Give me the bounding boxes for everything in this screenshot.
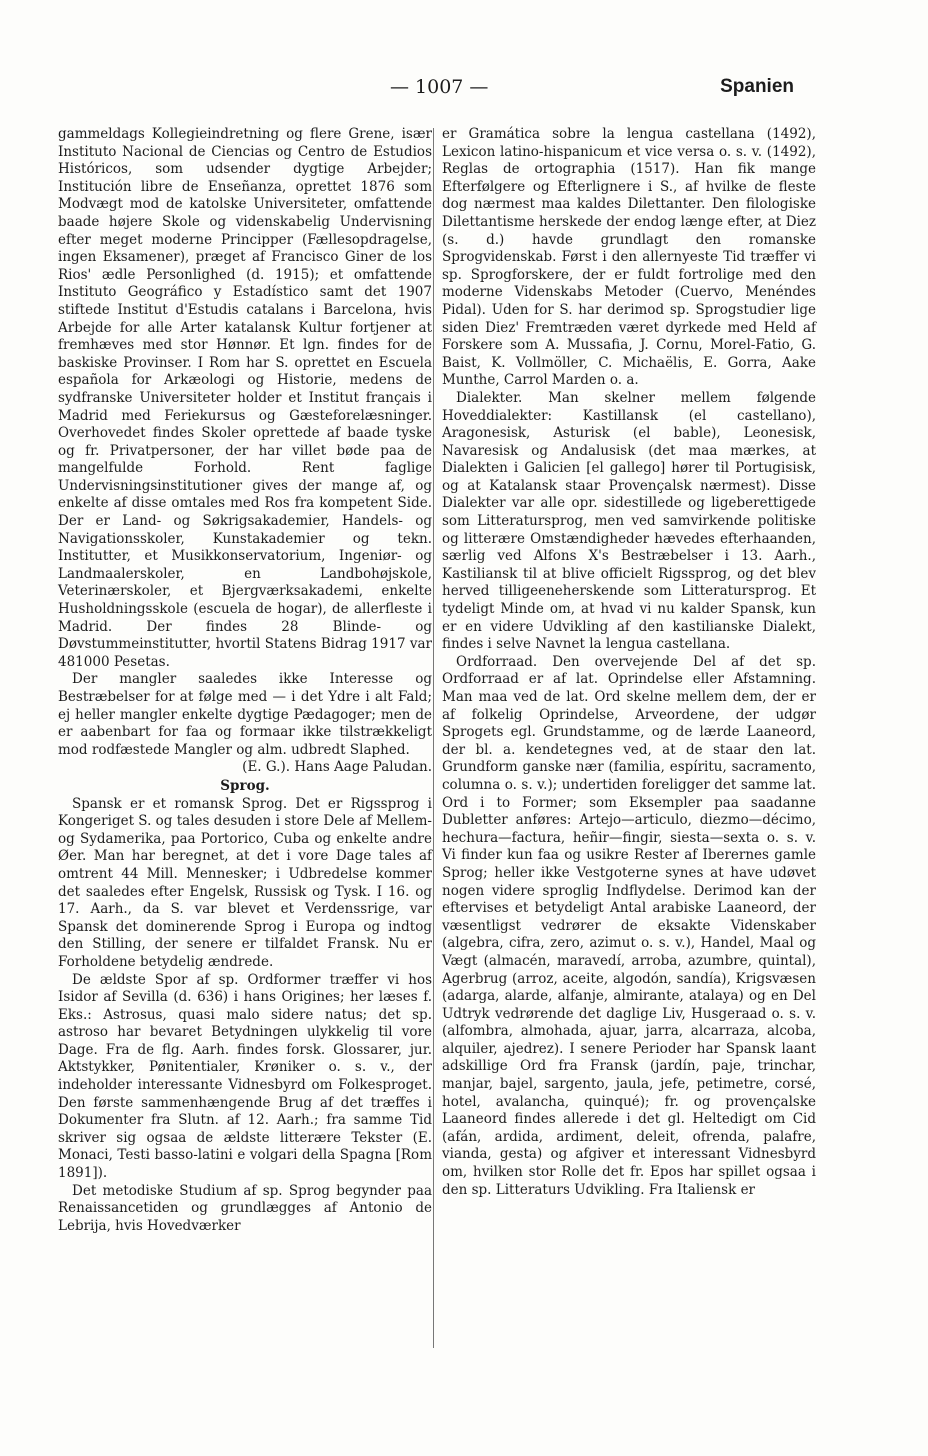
paragraph: Det metodiske Studium af sp. Sprog begynder paa Renaissancetiden og grundlægges af Antonio de Lebrija, hvis Hovedværker bbox=[58, 1182, 432, 1234]
paragraph: Ordforraad. Den overvejende Del af det sp. Ordforraad er af lat. Oprindelse eller Afstamning. Man maa ved de lat. Ord skelne mellem dem, der er af folkelig Oprindelse, Arveordene, der udgør Sprogets egl. Grundstamme, og de lærde Laaneord, der bl. a. kendetegnes ved, at de staar den lat. Grundform ganske nær (familia, espíritu, sacramento, columna o. s. v.); undertiden foreligger det samme lat. Ord i to Former; som Eksempler paa saadanne Dubletter anføres: Artejo—articulo, diezmo—décimo, hechura—factura, heñir—fingir, siesta—sexta o. s. v. Vi finder kun faa og usikre Rester af Iberernes gamle Sprog; heller ikke Vestgoterne synes at have udøvet nogen videre sproglig Indflydelse. Derimod kan der eftervises et betydeligt Antal arabiske Laaneord, der væsentligst vedrører de eksakte Videnskaber (algebra, cifra, zero, azimut o. s. v.), Handel, Maal og Vægt (almacén, maravedí, arroba, azumbre, quintal), Agerbrug (arroz, aceite, algodón, sandía), Krigsvæsen (adarga, alarde, alfanje, almirante, atalaya) og en Del Udtryk vedrørende det daglige Liv, Husgeraad o. s. v. (alfombra, almohada, ajuar, jarra, alcarraza, alcoba, alquiler, ajedrez). I senere Perioder har Spansk laant adskillige Ord fra Fransk (jardín, paje, trinchar, manjar, bajel, sargento, jaula, jefe, petimetre, corsé, hotel, avalancha, quinqué); fr. og provençalske Laaneord findes allerede i det gl. Heltedigt om Cid (afán, ardida, ardiment, deleit, ofrenda, palafre, vianda, gesta) og afgiver et interessant Vidnesbyrd om, hvilken stor Rolle det fr. Epos har spillet ogsaa i den sp. Litteraturs Udvikling. Fra Italiensk er bbox=[442, 653, 816, 1198]
signature: (E. G.). Hans Aage Paludan. bbox=[242, 759, 432, 776]
right-column bbox=[442, 126, 816, 1199]
paragraph: Der mangler saaledes ikke Interesse og Bestræbelser for at følge med — i det Ydre i alt Fald; ej heller mangler enkelte dygtige Pædagoger; men de er aabenbart for faa og formaar ikke tilstrækkeligt mod rodfæstede Mangler og alm. udbredt Slaphed. bbox=[58, 671, 432, 758]
paragraph: De ældste Spor af sp. Ordformer træffer vi hos Isidor af Sevilla (d. 636) i hans Origines; her læses f. Eks.: Astrosus, quasi malo sidere natus; det sp. astroso har bevaret Betydningen ulykkelig til vore Dage. Fra de flg. Aarh. findes forsk. Glossarer, jur. Aktstykker, Pønitentialer, Krøniker o. s. v., der indeholder interessante Vidnesbyrd om Folkesproget. Den første sammenhængende Brug af det træffes i Dokumenter fra Slutn. af 12. Aarh.; fra samme Tid skriver sig ogsaa de ældste litterære Tekster (E. Monaci, Testi basso-latini e volgari della Spagna [Rom 1891]). bbox=[58, 971, 432, 1182]
paragraph: gammeldags Kollegieindretning og flere Grene, især Instituto Nacional de Ciencias og Centro de Estudios Históricos, som udsender dygtige Arbejder; Institución libre de Enseñanza, oprettet 1876 som Modvægt mod de katolske Universiteter, omfattende baade højere Skole og videnskabelig Undervisning efter meget moderne Principper (Fællesopdragelse, ingen Eksamener), præget af Francisco Giner de los Rios' ædle Personlighed (d. 1915); et omfattende Instituto Geográfico y Estadístico samt det 1907 stiftede Institut d'Estudis catalans i Barcelona, hvis Arbejde for alle Arter katalansk Kultur fortjener at fremhæves med stor Hønnør. Et lgn. findes for de baskiske Provinser. I Rom har S. oprettet en Escuela española for Arkæologi og Historie, medens de sydfranske Universiteter holder et Institut français i Madrid med Feriekursus og Gæsteforelæsninger. Overhovedet findes Skoler oprettede af baade tyske og fr. Privatpersoner, der har villet bøde paa de mangelfulde Forhold. Rent faglige Undervisningsinstitutioner gives der mange af, og enkelte af disse omtales med Ros fra kompetent Side. Der er Land- og Søkrigsakademier, Handels- og Navigationsskoler, Kunstakademier og tekn. Institutter, et Musikkonservatorium, Ingeniør- og Landmaalerskoler, en Landbohøjskole, Veterinærskoler, et Bjergværksakademi, enkelte Husholdningsskole (escuela de hogar), de allerfleste i Madrid. Der findes 28 Blinde- og Døvstummeinstitutter, hvortil Statens Bidrag 1917 var 481000 Pesetas. bbox=[58, 126, 432, 670]
page-number: — 1007 — bbox=[390, 76, 489, 98]
column-divider bbox=[433, 128, 434, 1348]
page-header bbox=[0, 76, 928, 102]
paragraph: Dialekter. Man skelner mellem følgende Hoveddialekter: Kastillansk (el castellano), Aragonesisk, Asturisk (el bable), Leonesisk, Navaresisk og Andalusisk (det maa mærkes, at Dialekten i Galicien [el gallego] hører til Portugisisk, og at Katalansk staar Provençalsk nærmest). Disse Dialekter var alle opr. sidestillede og ligeberettigede som Litteratursprog, men ved samvirkende politiske og litterære Omstændigheder hævedes efterhaanden, særlig ved Alfons X's Bestræbelser i 13. Aarh., Kastiliansk til at blive officielt Rigssprog, og det blev herved tilligeeneherskende som Litteratursprog. Et tydeligt Minde om, at hvad vi nu kalder Spansk, kun er en videre Udvikling af den kastilianske Dialekt, findes i selve Navnet la lengua castellana. bbox=[442, 389, 816, 653]
section-title: Spanien bbox=[720, 76, 794, 97]
paragraph: Spansk er et romansk Sprog. Det er Rigssprog i Kongeriget S. og tales desuden i store Dele af Mellem- og Sydamerika, paa Portorico, Cuba og enkelte andre Øer. Man har beregnet, at det i vore Dage tales af omtrent 44 Mill. Mennesker; i Udbredelse kommer det saaledes efter Engelsk, Russisk og Tysk. I 16. og 17. Aarh., da S. var blevet et Verdenssrige, var Spansk det dominerende Sprog i Europa og indtog den Stilling, der senere er tilfaldet Fransk. Nu er Forholdene betydelig ændrede. bbox=[58, 795, 432, 970]
paragraph: er Gramática sobre la lengua castellana (1492), Lexicon latino-hispanicum et vice versa o. s. v. (1492), Reglas de ortographia (1517). Han fik mange Efterfølgere og Efterlignere i S., af hvilke de fleste dog nærmest maa kaldes Dilettanter. Den filologiske Dilettantisme herskede der endog længe efter, at Diez (s. d.) havde grundlagt den romanske Sprogvidenskab. Først i den allernyeste Tid træffer vi sp. Sprogforskere, der er fuldt fortrolige med den moderne Videnskabs Metoder (Cuervo, Menéndes Pidal). Uden for S. har derimod sp. Sprogstudier lige siden Diez' Fremtræden været dyrkede med Held af Forskere som A. Mussafia, J. Cornu, Morel-Fatio, G. Baist, K. Vollmöller, C. Michaëlis, E. Gorra, Aake Munthe, Carrol Marden o. a. bbox=[442, 126, 816, 389]
left-column bbox=[58, 126, 432, 1235]
section-heading: Sprog. bbox=[220, 777, 270, 794]
